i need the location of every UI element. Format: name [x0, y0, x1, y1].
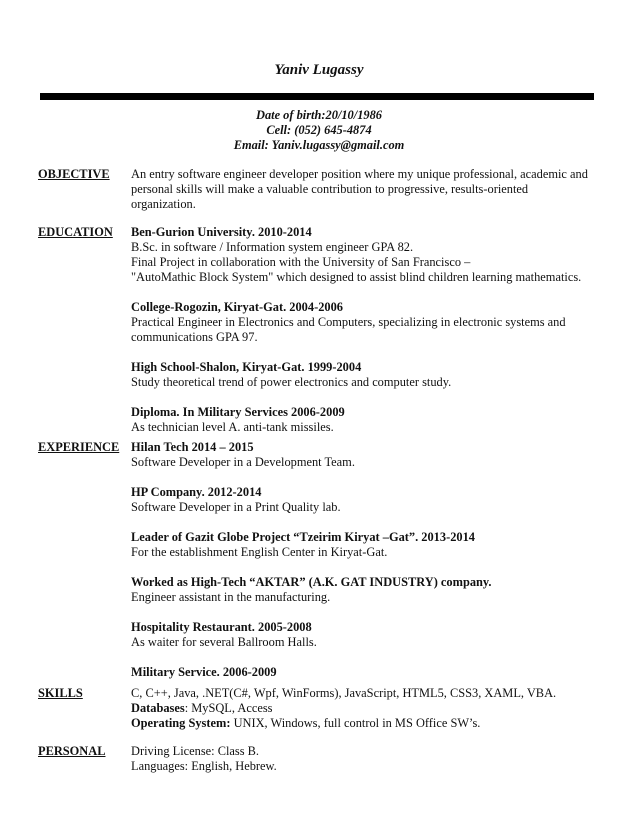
entry-title: High School-Shalon, Kiryat-Gat. 1999-2004	[131, 360, 362, 374]
personal-body	[131, 744, 593, 774]
entry-title: HP Company. 2012-2014	[131, 485, 262, 499]
entry-title: Hospitality Restaurant. 2005-2008	[131, 620, 312, 634]
experience-entry	[131, 485, 593, 515]
skills-languages: C, C++, Java, .NET(C#, Wpf, WinForms), JavaScript, HTML5, CSS3, XAML, VBA.	[131, 686, 557, 700]
os-label: Operating System:	[131, 716, 231, 730]
entry-title: Military Service. 2006-2009	[131, 665, 277, 679]
entry-line: As waiter for several Ballroom Halls.	[131, 635, 317, 649]
entry-line: For the establishment English Center in Kiryat-Gat.	[131, 545, 388, 559]
entry-title: College-Rogozin, Kiryat-Gat. 2004-2006	[131, 300, 343, 314]
education-entry	[131, 225, 593, 285]
experience-body	[131, 440, 593, 680]
entry-line: Practical Engineer in Electronics and Computers, specializing in electronic systems and	[131, 315, 566, 329]
header-rule	[40, 93, 594, 100]
skills-body	[131, 686, 593, 731]
experience-entry	[131, 440, 593, 470]
education-entry	[131, 405, 593, 435]
personal-line: Languages: English, Hebrew.	[131, 759, 277, 773]
objective-line: organization.	[131, 197, 196, 211]
skills-title: SKILLS	[38, 686, 83, 700]
entry-line: B.Sc. in software / Information system engineer GPA 82.	[131, 240, 414, 254]
entry-title: Ben-Gurion University. 2010-2014	[131, 225, 312, 239]
os-value: UNIX, Windows, full control in MS Office SW’s.	[230, 716, 481, 730]
skills-databases	[131, 701, 593, 716]
objective-title: OBJECTIVE	[38, 167, 110, 181]
contact-block	[0, 108, 638, 153]
personal-title: PERSONAL	[38, 744, 106, 758]
objective-line: personal skills will make a valuable contribution to progressive, results-oriented	[131, 182, 529, 196]
experience-entry	[131, 665, 593, 680]
entry-title: Hilan Tech 2014 – 2015	[131, 440, 254, 454]
objective-line: An entry software engineer developer position where my unique professional, academic and	[131, 167, 588, 181]
candidate-name: Yaniv Lugassy	[274, 62, 364, 78]
experience-entry	[131, 530, 593, 560]
experience-entry	[131, 620, 593, 650]
entry-line: Software Developer in a Print Quality lab.	[131, 500, 341, 514]
education-entry	[131, 360, 593, 390]
entry-line: Study theoretical trend of power electronics and computer study.	[131, 375, 452, 389]
objective-body	[131, 167, 593, 212]
education-entry	[131, 300, 593, 345]
entry-line: Software Developer in a Development Team.	[131, 455, 355, 469]
databases-label: Databases	[131, 701, 185, 715]
databases-value: : MySQL, Access	[184, 701, 273, 715]
date-of-birth: Date of birth:20/10/1986	[256, 108, 382, 122]
experience-title: EXPERIENCE	[38, 440, 120, 454]
personal-line: Driving License: Class B.	[131, 744, 260, 758]
cell-phone: Cell: (052) 645-4874	[266, 123, 372, 137]
email: Email: Yaniv.lugassy@gmail.com	[233, 138, 405, 152]
education-body	[131, 225, 593, 435]
entry-title: Worked as High-Tech “AKTAR” (A.K. GAT INDUSTRY) company.	[131, 575, 492, 589]
skills-os	[131, 716, 593, 731]
entry-title: Leader of Gazit Globe Project “Tzeirim Kiryat –Gat”. 2013-2014	[131, 530, 475, 544]
entry-line: Engineer assistant in the manufacturing.	[131, 590, 331, 604]
education-title: EDUCATION	[38, 225, 113, 239]
entry-line: communications GPA 97.	[131, 330, 258, 344]
entry-line: "AutoMathic Block System" which designed to assist blind children learning mathematics.	[131, 270, 582, 284]
entry-line: As technician level A. anti-tank missiles.	[131, 420, 334, 434]
experience-entry	[131, 575, 593, 605]
entry-line: Final Project in collaboration with the University of San Francisco –	[131, 255, 471, 269]
entry-title: Diploma. In Military Services 2006-2009	[131, 405, 345, 419]
